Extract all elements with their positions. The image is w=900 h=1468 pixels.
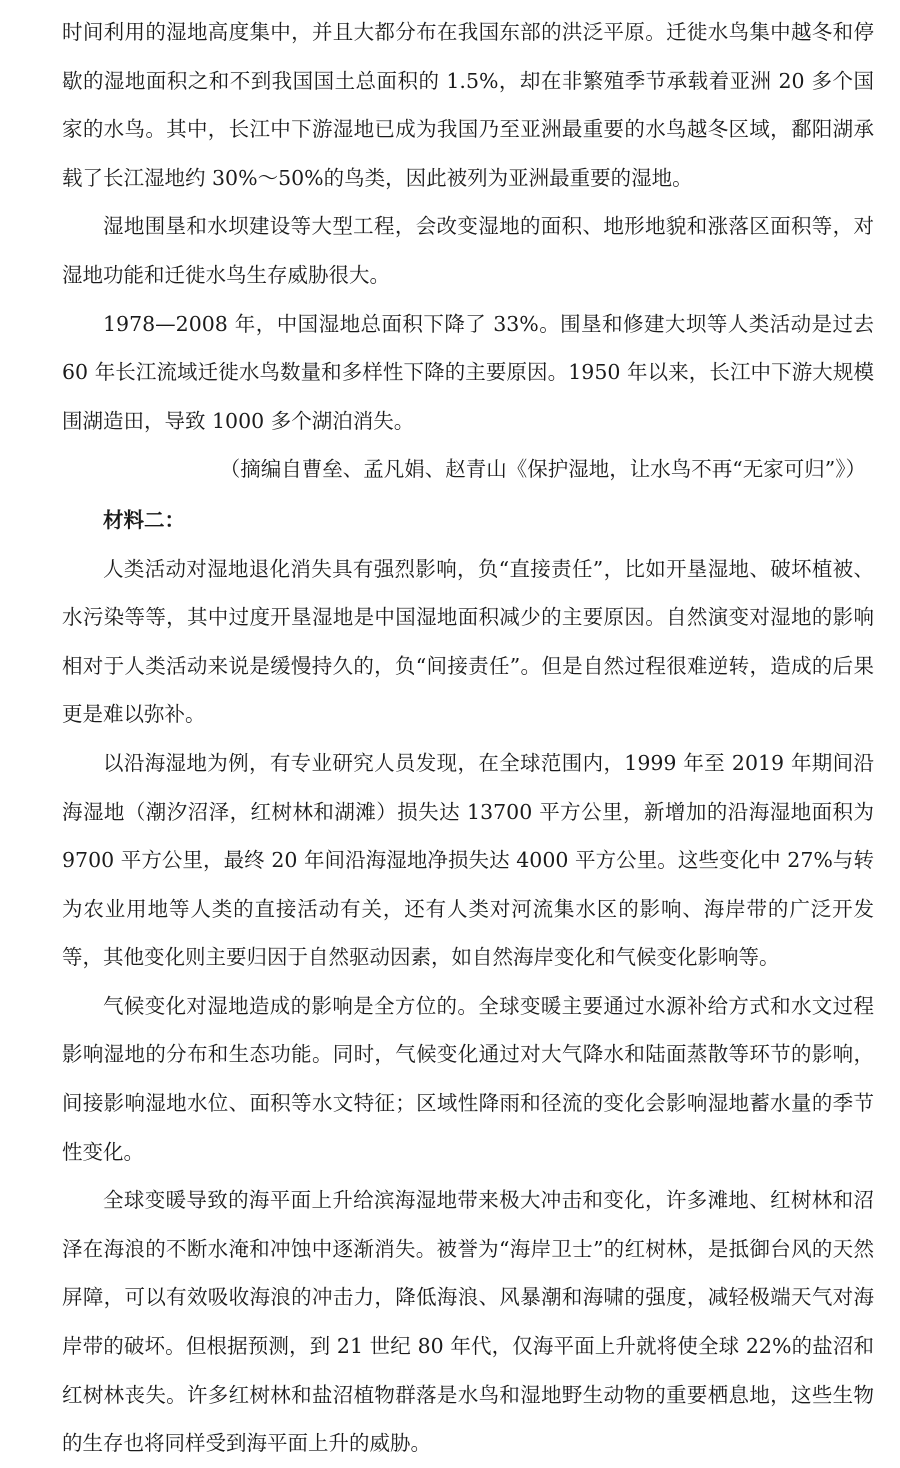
paragraph-continuation: 时间利用的湿地高度集中，并且大都分布在我国东部的洪泛平原。迁徙水鸟集中越冬和停歇的湿地面积之和不到我国国土总面积的 1.5%，却在非繁殖季节承载着亚洲 20 多个国家的水鸟。其中，长江中下游湿地已成为我国乃至亚洲最重要的水鸟越冬区域，鄱阳湖承载了长江湿地约 30%～50%的鸟类，因此被列为亚洲最重要的湿地。 xyxy=(62,20,874,190)
paragraph: 气候变化对湿地造成的影响是全方位的。全球变暖主要通过水源补给方式和水文过程影响湿地的分布和生态功能。同时，气候变化通过对大气降水和陆面蒸散等环节的影响，间接影响湿地水位、面积等水文特征；区域性降雨和径流的变化会影响湿地蓄水量的季节性变化。 xyxy=(62,993,874,1164)
source-citation: （摘编自曹垒、孟凡娟、赵青山《保护湿地，让水鸟不再“无家可归”》） xyxy=(219,457,866,482)
paragraph: 1978—2008 年，中国湿地总面积下降了 33%。围垦和修建大坝等人类活动是过去 60 年长江流域迁徙水鸟数量和多样性下降的主要原因。1950 年以来，长江中下游大规模围湖造田，导致 1000 多个湖泊消失。 xyxy=(62,311,874,433)
document-page xyxy=(62,8,874,1468)
paragraph: 湿地围垦和水坝建设等大型工程，会改变湿地的面积、地形地貌和涨落区面积等，对湿地功能和迁徙水鸟生存威胁很大。 xyxy=(62,214,874,287)
paragraph: 全球变暖导致的海平面上升给滨海湿地带来极大冲击和变化，许多滩地、红树林和沼泽在海浪的不断水淹和冲蚀中逐渐消失。被誉为“海岸卫士”的红树林，是抵御台风的天然屏障，可以有效吸收海浪的冲击力，降低海浪、风暴潮和海啸的强度，减轻极端天气对海岸带的破坏。但根据预测，到 21 世纪 80 年代，仅海平面上升就将使全球 22%的盐沼和红树林丧失。许多红树林和盐沼植物群落是水鸟和湿地野生动物的重要栖息地，这些生物的生存也将同样受到海平面上升的威胁。 xyxy=(62,1188,874,1456)
paragraph: 以沿海湿地为例，有专业研究人员发现，在全球范围内，1999 年至 2019 年期间沿海湿地（潮汐沼泽，红树林和湖滩）损失达 13700 平方公里，新增加的沿海湿地面积为 9700 平方公里，最终 20 年间沿海湿地净损失达 4000 平方公里。这些变化中 27%与转为农业用地等人类的直接活动有关，还有人类对河流集水区的影响、海岸带的广泛开发等，其他变化则主要归因于自然驱动因素，如自然海岸变化和气候变化影响等。 xyxy=(62,750,874,970)
section-heading: 材料二： xyxy=(103,507,185,532)
paragraph: 人类活动对湿地退化消失具有强烈影响，负“直接责任”，比如开垦湿地、破坏植被、水污染等等，其中过度开垦湿地是中国湿地面积减少的主要原因。自然演变对湿地的影响相对于人类活动来说是缓慢持久的，负“间接责任”。但是自然过程很难逆转，造成的后果更是难以弥补。 xyxy=(62,556,874,727)
